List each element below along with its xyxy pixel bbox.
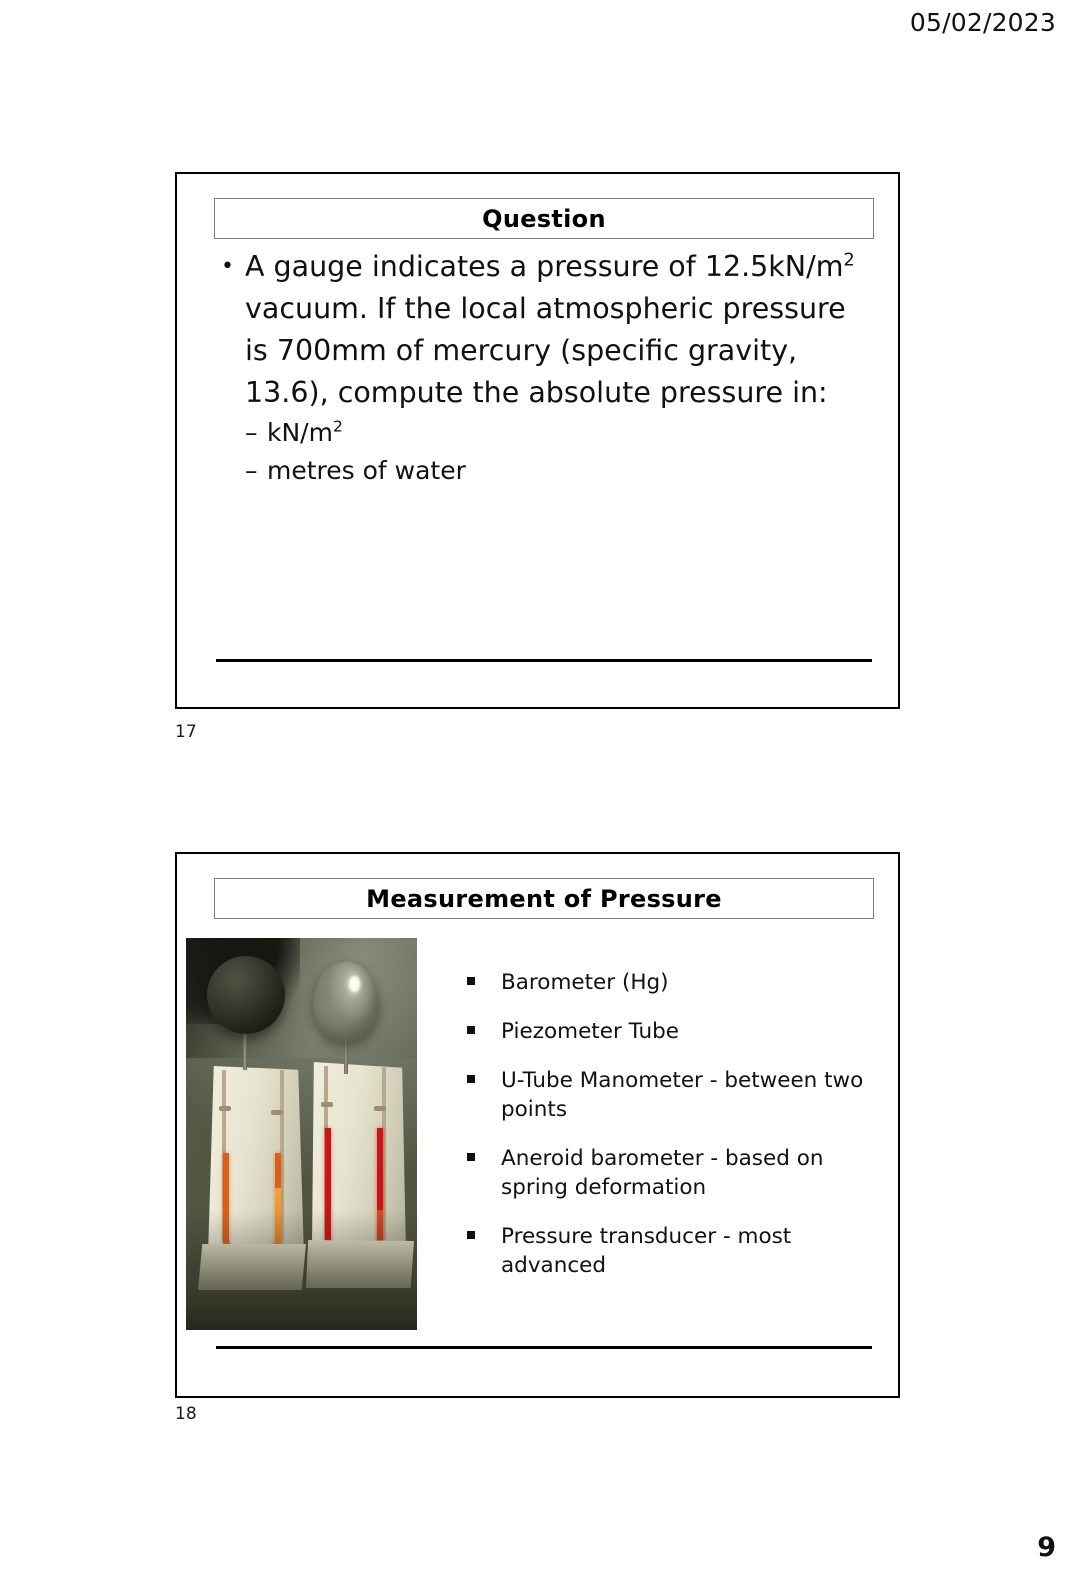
manometer-stem-left [243,1030,247,1070]
dash-marker-icon: – [245,418,258,447]
list-item [467,1144,884,1202]
slide-title-box-measurement [214,878,874,919]
method-label-barometer: Barometer (Hg) [501,970,669,995]
superscript-two: 2 [843,250,855,271]
list-item [217,414,876,452]
slide-number-18: 18 [175,1404,197,1424]
slide-footer-rule [216,1346,872,1349]
slide-number-17: 17 [175,722,197,742]
question-bullet-text: A gauge indicates a pressure of $12.5kN/m^2$ vacuum. If the local atmospheric pressure is 700mm of mercury (specific gravity, 13.6), compute the absolute pressure in: [245,250,855,409]
method-label-u-tube: U-Tube Manometer - between two points [501,1068,864,1122]
superscript-two: 2 [332,417,343,436]
method-label-aneroid: Aneroid barometer - based on spring deformation [501,1146,824,1200]
slide-title-box-question [214,198,874,239]
question-body [217,246,876,490]
list-item [467,1017,884,1046]
square-bullet-icon [467,1017,501,1034]
slide-title-question: Question [482,204,606,233]
tube-clip-icon [271,1110,283,1115]
dash-marker-icon: – [245,456,258,485]
tube-clip-icon [219,1106,231,1111]
square-bullet-icon [467,1066,501,1083]
manometer-photo [186,938,417,1330]
measurement-methods-list [417,938,884,1300]
page-number: 9 [1037,1532,1056,1563]
glass-bulb-icon [313,962,379,1042]
slide-footer-rule [216,659,872,662]
photo-floor-shadow [186,1210,417,1330]
method-label-transducer: Pressure transducer - most advanced [501,1224,792,1278]
list-item [467,968,884,997]
method-label-piezometer: Piezometer Tube [501,1019,680,1044]
list-item [467,1066,884,1124]
list-item [217,246,876,414]
square-bullet-icon [467,1222,501,1239]
tube-clip-icon [374,1106,386,1111]
square-bullet-icon [467,968,501,985]
list-item [217,452,876,490]
list-item [467,1222,884,1280]
square-bullet-icon [467,1144,501,1161]
sub-bullet-text-kn: $kN/m^2$ [267,417,343,447]
document-date: 05/02/2023 [909,8,1056,37]
bullet-dot-icon: • [221,254,234,279]
tube-clip-icon [321,1102,333,1107]
sub-bullet-text-water: metres of water [267,456,466,485]
slide-title-measurement: Measurement of Pressure [366,884,722,913]
slide-question [175,172,900,709]
slide-measurement-of-pressure [175,852,900,1398]
slide-content-row [186,938,884,1330]
dark-sphere-bulb-icon [207,956,285,1034]
